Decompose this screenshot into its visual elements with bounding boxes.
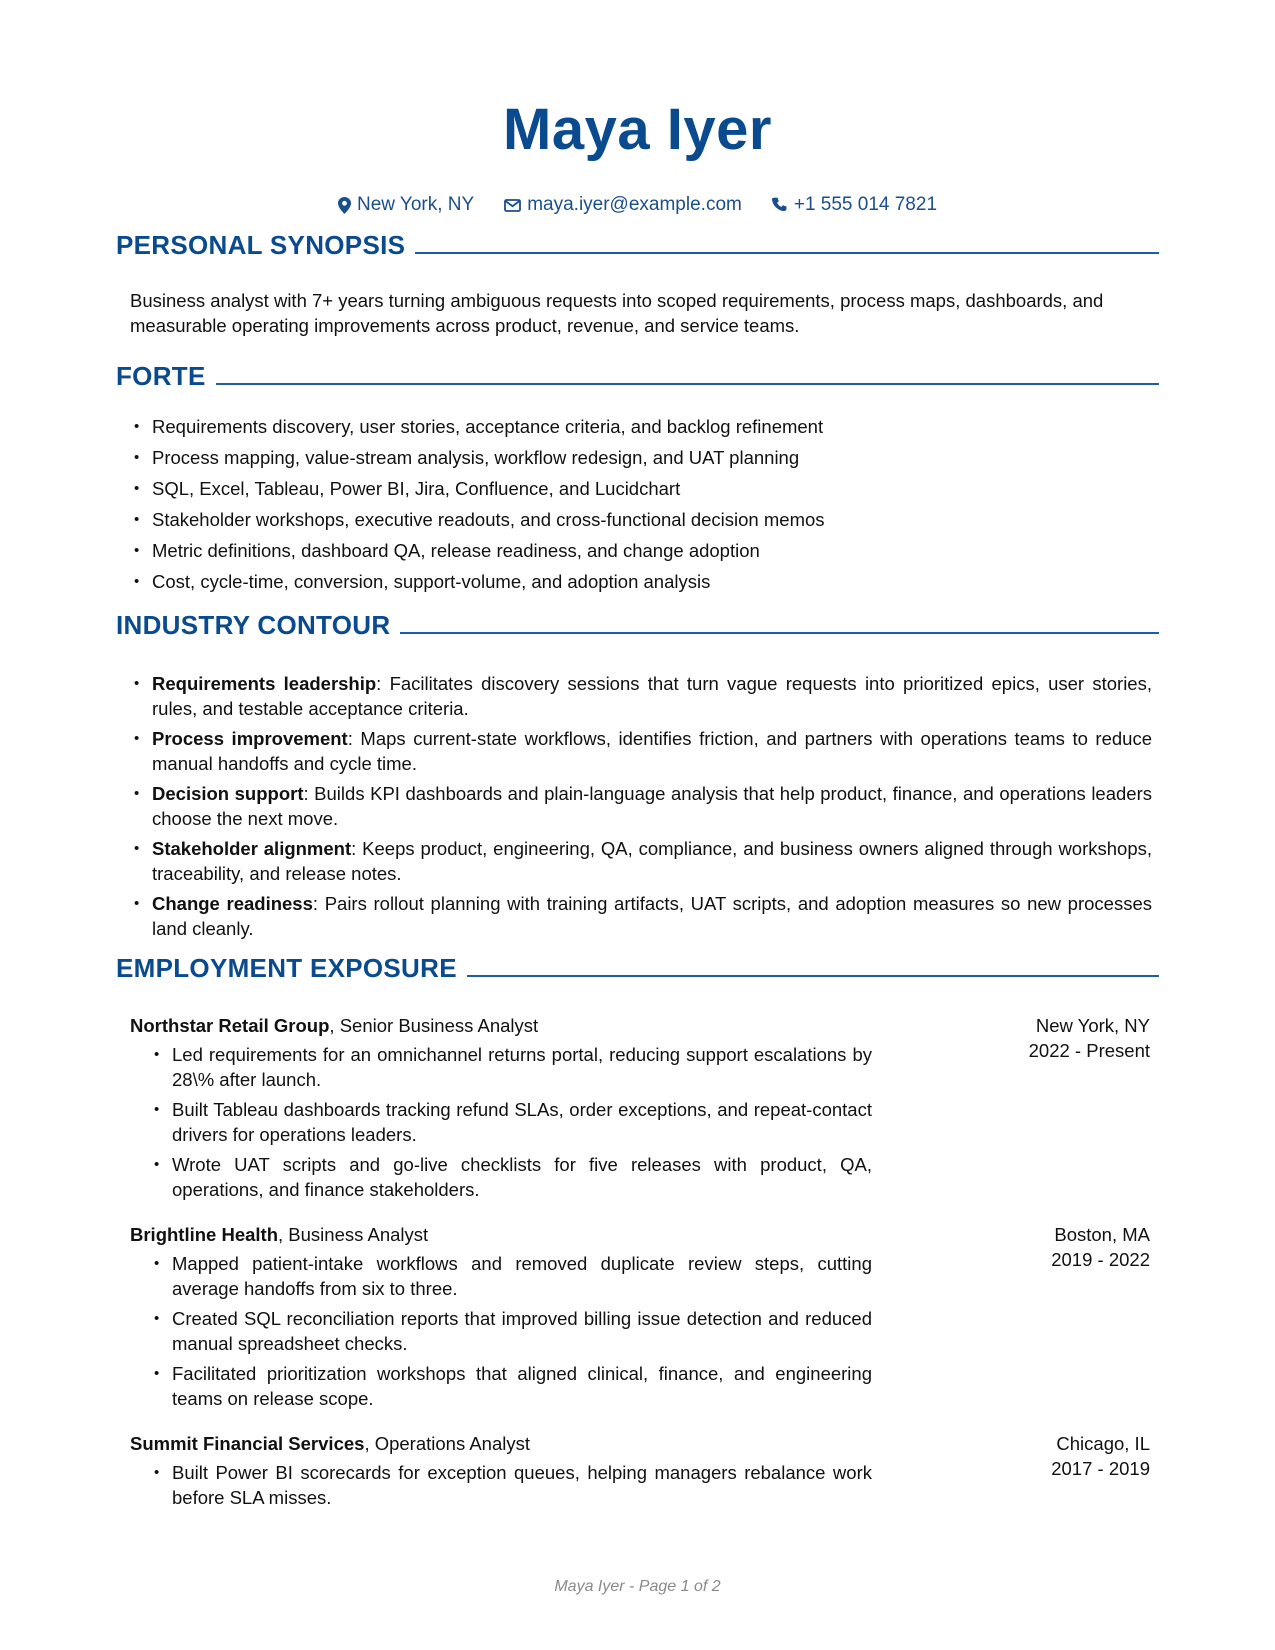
- list-item: [132, 891, 1152, 941]
- synopsis-text: Business analyst with 7+ years turning ambiguous requests into scoped requirements, process maps, dashboards, and measurable operating improvements across product, revenue, and service teams.: [130, 290, 1104, 336]
- company-name: Brightline Health: [130, 1224, 279, 1245]
- job-dates: 2017 - 2019: [1051, 1458, 1150, 1479]
- job-role: , Operations Analyst: [364, 1433, 530, 1454]
- company-name: Summit Financial Services: [130, 1433, 365, 1454]
- location-text: New York, NY: [356, 194, 475, 215]
- list-item: [132, 726, 1152, 776]
- item-text: : Builds KPI dashboards and plain-language analysis that help product, finance, and operations leaders choose the next move.: [152, 783, 1152, 829]
- forte-list: [132, 411, 1132, 597]
- industry-list: [132, 671, 1152, 946]
- job-dates: 2019 - 2022: [1051, 1249, 1150, 1270]
- contact-email[interactable]: [504, 194, 742, 216]
- page-footer: Maya Iyer - Page 1 of 2: [554, 1578, 721, 1595]
- section-title: INDUSTRY CONTOUR: [116, 610, 391, 640]
- email-text[interactable]: maya.iyer@example.com: [527, 194, 742, 215]
- section-title: FORTE: [116, 361, 206, 391]
- job-meta: [1051, 1431, 1150, 1481]
- list-item: • Process mapping, value-stream analysis, workflow redesign, and UAT planning: [132, 442, 1132, 473]
- section-title: EMPLOYMENT EXPOSURE: [116, 953, 457, 983]
- job-entry: [130, 1222, 1150, 1416]
- contact-line: [0, 194, 1275, 216]
- item-label: Process improvement: [152, 728, 348, 749]
- list-item: • Requirements discovery, user stories, acceptance criteria, and backlog refinement: [132, 411, 1132, 442]
- item-label: Change readiness: [152, 893, 313, 914]
- list-item: • Cost, cycle-time, conversion, support-volume, and adoption analysis: [132, 566, 1132, 597]
- list-item: [132, 836, 1152, 886]
- list-item: • Wrote UAT scripts and go-live checklists for five releases with product, QA, operations, and finance stakeholders.: [152, 1152, 872, 1202]
- job-heading: [130, 1222, 1150, 1247]
- job-bullets: [152, 1042, 872, 1202]
- phone-text[interactable]: +1 555 014 7821: [793, 194, 938, 215]
- job-location: New York, NY: [1035, 1015, 1150, 1036]
- contact-phone[interactable]: [772, 194, 937, 216]
- list-item: • Facilitated prioritization workshops that aligned clinical, finance, and engineering teams on release scope.: [152, 1361, 872, 1411]
- job-location: Chicago, IL: [1056, 1433, 1150, 1454]
- list-item: • Metric definitions, dashboard QA, release readiness, and change adoption: [132, 535, 1132, 566]
- item-text: : Maps current-state workflows, identifies friction, and partners with operations teams to reduce manual handoffs and cycle time.: [152, 728, 1152, 774]
- section-rule: [216, 383, 1159, 385]
- section-rule: [400, 632, 1159, 634]
- job-role: , Business Analyst: [278, 1224, 429, 1245]
- item-text: : Facilitates discovery sessions that turn vague requests into prioritized epics, user stories, rules, and testable acceptance criteria.: [152, 673, 1152, 719]
- list-item: • Built Power BI scorecards for exception queues, helping managers rebalance work before SLA misses.: [152, 1460, 872, 1510]
- envelope-icon: [504, 199, 521, 212]
- candidate-name: Maya Iyer: [503, 97, 772, 162]
- job-dates: 2022 - Present: [1028, 1040, 1150, 1061]
- map-pin-icon: [338, 197, 351, 214]
- item-label: Stakeholder alignment: [152, 838, 352, 859]
- item-label: Requirements leadership: [152, 673, 377, 694]
- list-item: [132, 781, 1152, 831]
- section-rule: [415, 252, 1159, 254]
- section-title: PERSONAL SYNOPSIS: [116, 230, 406, 260]
- list-item: • Led requirements for an omnichannel returns portal, reducing support escalations by 28\% after launch.: [152, 1042, 872, 1092]
- job-bullets: [152, 1460, 872, 1510]
- section-rule: [467, 975, 1159, 977]
- section-synopsis-header: [116, 230, 1159, 261]
- job-bullets: [152, 1251, 872, 1411]
- job-entry: [130, 1431, 1150, 1515]
- item-text: : Pairs rollout planning with training artifacts, UAT scripts, and adoption measures so new processes land cleanly.: [152, 893, 1152, 939]
- section-forte-header: [116, 361, 1159, 392]
- list-item: • SQL, Excel, Tableau, Power BI, Jira, Confluence, and Lucidchart: [132, 473, 1132, 504]
- list-item: • Built Tableau dashboards tracking refund SLAs, order exceptions, and repeat-contact drivers for operations leaders.: [152, 1097, 872, 1147]
- section-employment-header: [116, 953, 1159, 984]
- list-item: • Created SQL reconciliation reports that improved billing issue detection and reduced manual spreadsheet checks.: [152, 1306, 872, 1356]
- list-item: [132, 671, 1152, 721]
- job-meta: [1029, 1013, 1150, 1063]
- job-entry: [130, 1013, 1150, 1207]
- list-item: • Mapped patient-intake workflows and removed duplicate review steps, cutting average handoffs from six to three.: [152, 1251, 872, 1301]
- phone-icon: [772, 197, 788, 213]
- job-role: , Senior Business Analyst: [329, 1015, 539, 1036]
- job-meta: [1051, 1222, 1150, 1272]
- job-heading: [130, 1013, 1150, 1038]
- section-industry-header: [116, 610, 1159, 641]
- company-name: Northstar Retail Group: [130, 1015, 330, 1036]
- item-label: Decision support: [152, 783, 304, 804]
- contact-location: [338, 194, 474, 216]
- job-location: Boston, MA: [1054, 1224, 1150, 1245]
- job-heading: [130, 1431, 1150, 1456]
- item-text: : Keeps product, engineering, QA, compliance, and business owners aligned through workshops, traceability, and release notes.: [152, 838, 1153, 884]
- list-item: • Stakeholder workshops, executive readouts, and cross-functional decision memos: [132, 504, 1132, 535]
